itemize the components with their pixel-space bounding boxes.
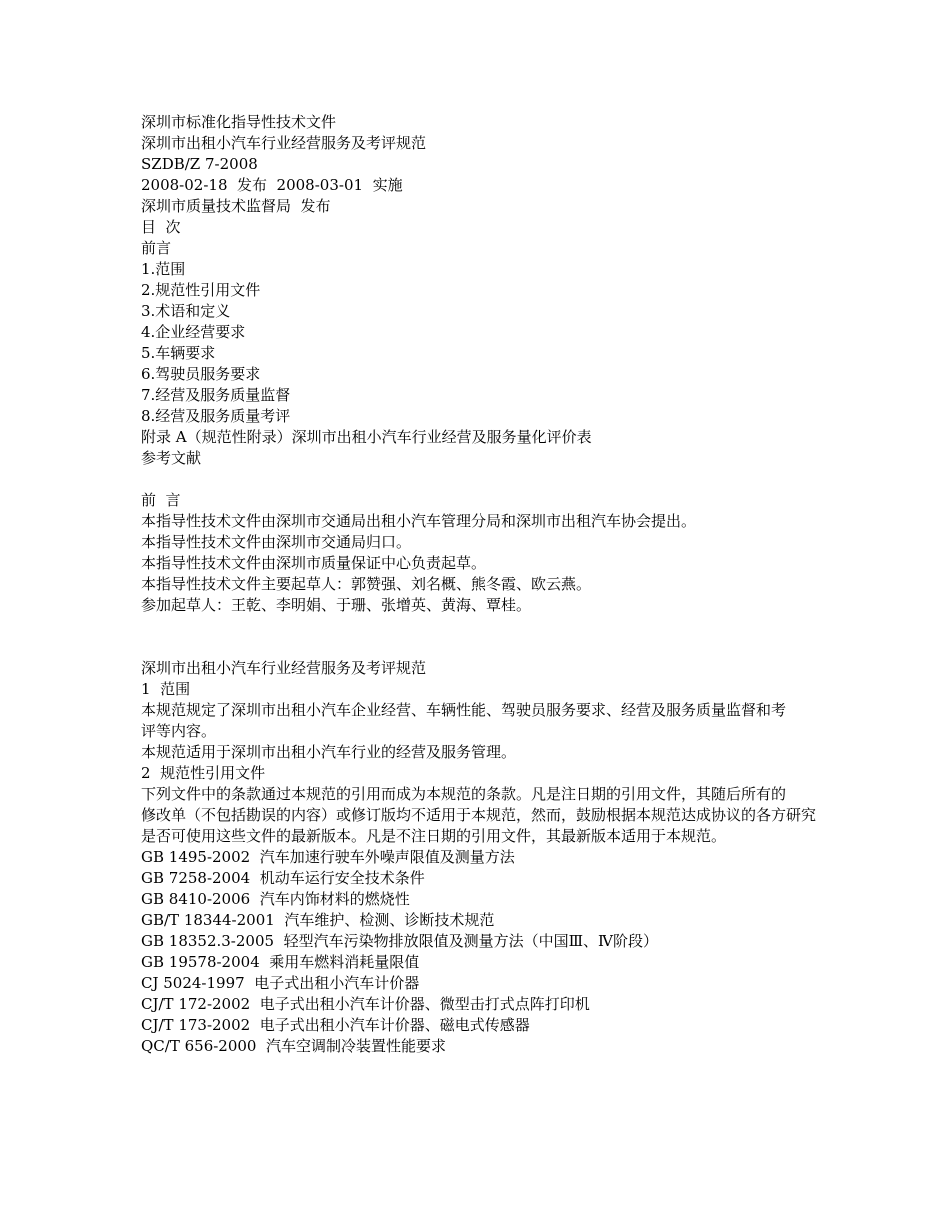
section-scope-body [141, 700, 821, 763]
foreword-line: 本指导性技术文件由深圳市交通局归口。 [141, 533, 412, 551]
foreword-line: 参加起草人：王乾、李明娟、于珊、张增英、黄海、覃桂。 [141, 596, 532, 614]
toc-heading: 目 次 [141, 218, 181, 236]
reference-item: GB 8410-2006 汽车内饰材料的燃烧性 [141, 890, 410, 908]
document-page [141, 112, 821, 1057]
document-title: 深圳市出租小汽车行业经营服务及考评规范 [141, 134, 427, 152]
spacer [141, 616, 821, 658]
foreword-line: 本指导性技术文件由深圳市交通局出租小汽车管理分局和深圳市出租汽车协会提出。 [141, 512, 697, 530]
foreword-heading: 前 言 [141, 491, 181, 509]
paragraph-line: 本规范适用于深圳市出租小汽车行业的经营及服务管理。 [141, 743, 517, 761]
toc-item: 7.经营及服务质量监督 [141, 386, 291, 404]
reference-item: CJ 5024-1997 电子式出租小汽车计价器 [141, 974, 420, 992]
reference-item: GB/T 18344-2001 汽车维护、检测、诊断技术规范 [141, 911, 495, 929]
toc-item: 附录 A（规范性附录）深圳市出租小汽车行业经营及服务量化评价表 [141, 428, 592, 446]
document-issuer: 深圳市质量技术监督局 发布 [141, 197, 331, 215]
reference-item: GB 18352.3-2005 轻型汽车污染物排放限值及测量方法（中国Ⅲ、Ⅳ阶段） [141, 932, 659, 950]
toc-list [141, 238, 821, 469]
paragraph-line: 修改单（不包括勘误的内容）或修订版均不适用于本规范，然而，鼓励根据本规范达成协议的各方研究 [141, 806, 817, 824]
reference-list [141, 847, 821, 1057]
section-references-body [141, 784, 821, 847]
toc-item: 2.规范性引用文件 [141, 281, 261, 299]
reference-item: CJ/T 173-2002 电子式出租小汽车计价器、磁电式传感器 [141, 1016, 530, 1034]
reference-item: CJ/T 172-2002 电子式出租小汽车计价器、微型击打式点阵打印机 [141, 995, 590, 1013]
paragraph-line: 是否可使用这些文件的最新版本。凡是不注日期的引用文件，其最新版本适用于本规范。 [141, 827, 727, 845]
reference-item: GB 1495-2002 汽车加速行驶车外噪声限值及测量方法 [141, 848, 515, 866]
document-series: 深圳市标准化指导性技术文件 [141, 113, 337, 131]
toc-item: 3.术语和定义 [141, 302, 231, 320]
spacer [141, 469, 821, 490]
toc-item: 5.车辆要求 [141, 344, 216, 362]
reference-item: GB 7258-2004 机动车运行安全技术条件 [141, 869, 425, 887]
toc-item: 参考文献 [141, 449, 202, 467]
foreword-body [141, 511, 821, 616]
body-title: 深圳市出租小汽车行业经营服务及考评规范 [141, 659, 427, 677]
reference-item: GB 19578-2004 乘用车燃料消耗量限值 [141, 953, 420, 971]
toc-item: 6.驾驶员服务要求 [141, 365, 261, 383]
paragraph-line: 本规范规定了深圳市出租小汽车企业经营、车辆性能、驾驶员服务要求、经营及服务质量监督和考 [141, 701, 787, 719]
document-code: SZDB/Z 7-2008 [141, 155, 258, 173]
document-dates: 2008-02-18 发布 2008-03-01 实施 [141, 176, 403, 194]
toc-item: 1.范围 [141, 260, 186, 278]
foreword-line: 本指导性技术文件主要起草人：郭赞强、刘名概、熊冬霞、欧云燕。 [141, 575, 592, 593]
toc-item: 前言 [141, 239, 172, 257]
reference-item: QC/T 656-2000 汽车空调制冷装置性能要求 [141, 1037, 447, 1055]
toc-item: 4.企业经营要求 [141, 323, 246, 341]
paragraph-line: 下列文件中的条款通过本规范的引用而成为本规范的条款。凡是注日期的引用文件，其随后所有的 [141, 785, 787, 803]
toc-item: 8.经营及服务质量考评 [141, 407, 291, 425]
section-heading-references: 2 规范性引用文件 [141, 764, 266, 782]
paragraph-line: 评等内容。 [141, 722, 217, 740]
section-heading-scope: 1 范围 [141, 680, 191, 698]
foreword-line: 本指导性技术文件由深圳市质量保证中心负责起草。 [141, 554, 487, 572]
